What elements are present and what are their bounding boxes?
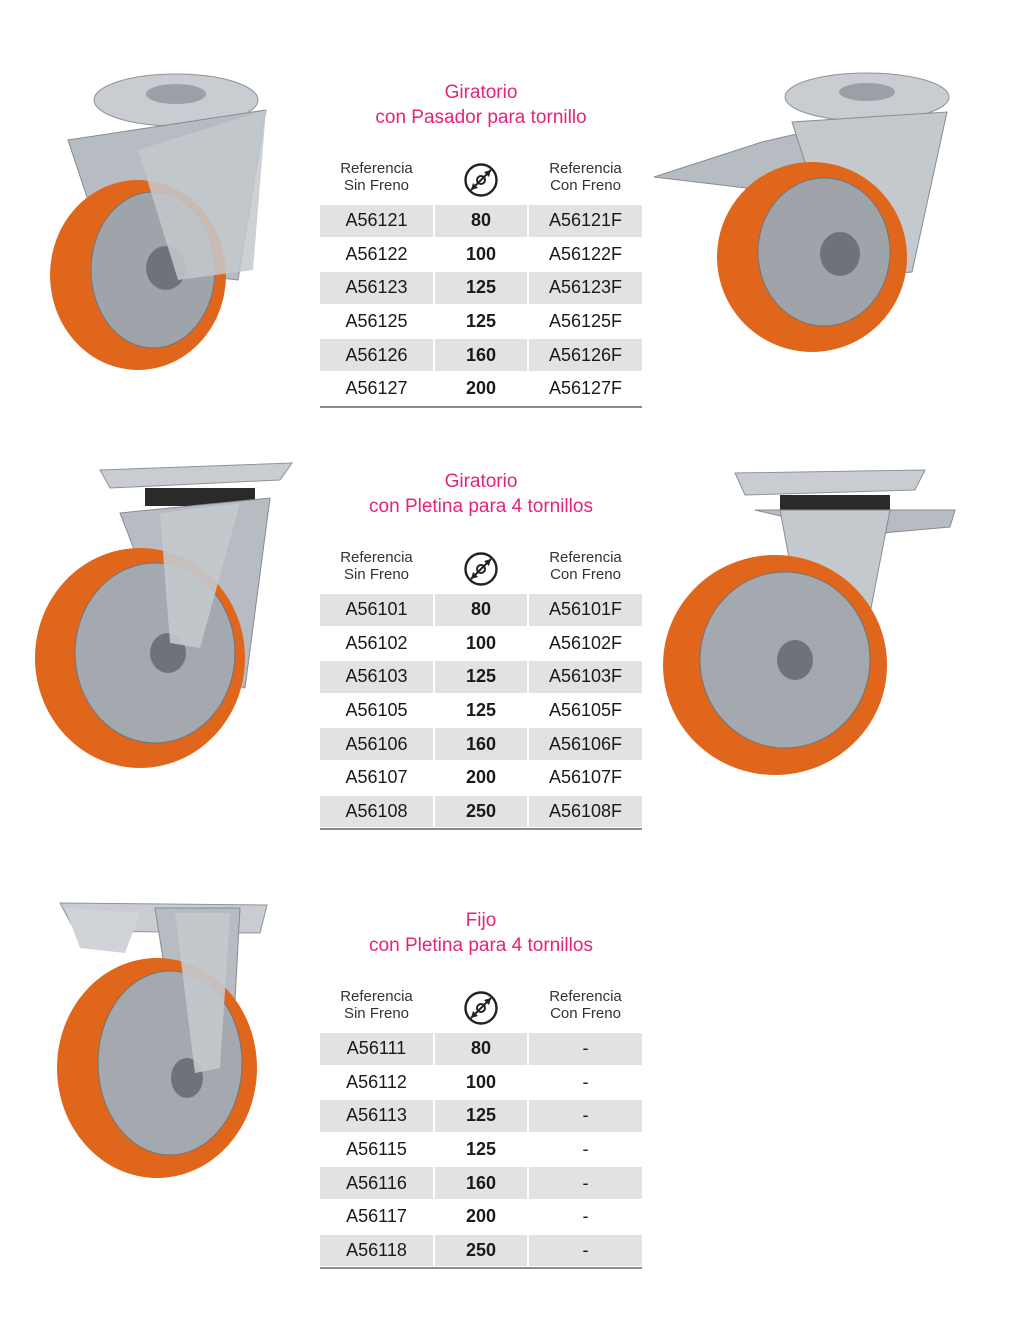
diameter-cell: 125 — [465, 311, 497, 332]
table-row — [320, 1066, 642, 1100]
section-title-line1: Giratorio — [444, 471, 518, 492]
section-title-line1: Giratorio — [444, 82, 518, 103]
diameter-cell: 100 — [465, 243, 497, 264]
diameter-cell: 160 — [435, 339, 527, 371]
diameter-cell: 100 — [465, 632, 497, 653]
table-header — [320, 988, 642, 1028]
header-text: Referencia — [340, 988, 413, 1005]
ref-brake-cell: - — [529, 1100, 642, 1132]
diameter-cell: 250 — [435, 1235, 527, 1267]
diameter-cell: 160 — [435, 728, 527, 760]
ref-brake-cell: A56108F — [529, 796, 642, 828]
ref-cell: A56121 — [320, 205, 433, 237]
wheel-diameter-icon — [435, 990, 527, 1030]
diameter-cell: 80 — [435, 594, 527, 626]
ref-brake-cell: A56101F — [529, 594, 642, 626]
diameter-cell: 125 — [465, 700, 497, 721]
ref-cell: A56103 — [320, 661, 433, 693]
ref-cell: A56125 — [345, 311, 408, 332]
table-bottom-rule — [320, 1267, 642, 1269]
header-text: Referencia — [340, 549, 413, 566]
table-row — [320, 1133, 642, 1167]
ref-cell: A56106 — [320, 728, 433, 760]
ref-brake-cell: A56122F — [548, 243, 623, 264]
ref-brake-cell: A56102F — [548, 632, 623, 653]
ref-brake-cell: - — [582, 1206, 589, 1227]
header-text: Referencia — [549, 988, 622, 1005]
header-text: Sin Freno — [343, 566, 410, 583]
header-text: Con Freno — [550, 566, 621, 583]
ref-cell: A56115 — [346, 1139, 407, 1160]
ref-brake-cell: A56121F — [529, 205, 642, 237]
table-row — [320, 1200, 642, 1234]
ref-cell: A56118 — [320, 1235, 433, 1267]
ref-brake-cell: A56103F — [529, 661, 642, 693]
header-text: Con Freno — [550, 1005, 621, 1022]
table-row — [320, 1234, 642, 1268]
diameter-cell: 125 — [465, 1139, 497, 1160]
table-row — [320, 1099, 642, 1133]
ref-brake-cell: A56123F — [529, 272, 642, 304]
ref-brake-cell: - — [529, 1167, 642, 1199]
ref-cell: A56122 — [345, 243, 408, 264]
ref-brake-cell: - — [582, 1139, 589, 1160]
header-ref-no-brake — [320, 988, 433, 1022]
ref-cell: A56107 — [345, 767, 408, 788]
header-text: Referencia — [549, 160, 622, 177]
ref-brake-cell: A56127F — [548, 378, 623, 399]
ref-cell: A56108 — [320, 796, 433, 828]
fixed-caster-plate-image — [45, 893, 275, 1178]
diameter-cell: 80 — [435, 205, 527, 237]
ref-cell: A56101 — [320, 594, 433, 626]
ref-cell: A56102 — [345, 632, 408, 653]
ref-cell: A56126 — [320, 339, 433, 371]
ref-brake-cell: A56107F — [548, 767, 623, 788]
diameter-cell: 200 — [465, 767, 497, 788]
section-title-line2: con Pletina para 4 tornillos — [369, 935, 593, 956]
ref-cell: A56112 — [346, 1071, 407, 1092]
diameter-cell: 125 — [435, 1100, 527, 1132]
table-row — [320, 1166, 642, 1200]
ref-brake-cell: A56106F — [529, 728, 642, 760]
section-title — [320, 908, 642, 958]
header-text: Referencia — [549, 549, 622, 566]
header-ref-brake — [529, 988, 642, 1022]
ref-brake-cell: A56105F — [548, 700, 623, 721]
ref-cell: A56117 — [346, 1206, 407, 1227]
ref-cell: A56127 — [345, 378, 408, 399]
diameter-cell: 250 — [435, 796, 527, 828]
ref-cell: A56123 — [320, 272, 433, 304]
ref-brake-cell: - — [529, 1033, 642, 1065]
header-text: Sin Freno — [343, 177, 410, 194]
diameter-cell: 200 — [465, 378, 497, 399]
diameter-cell: 80 — [435, 1033, 527, 1065]
ref-brake-cell: - — [529, 1235, 642, 1267]
ref-cell: A56113 — [320, 1100, 433, 1132]
section-title-line2: con Pasador para tornillo — [375, 107, 587, 128]
table-row — [320, 1032, 642, 1066]
diameter-cell: 125 — [435, 272, 527, 304]
ref-brake-cell: A56125F — [548, 311, 623, 332]
header-text: Con Freno — [550, 177, 621, 194]
product-table — [320, 1032, 642, 1267]
section-title-line2: con Pletina para 4 tornillos — [369, 496, 593, 517]
ref-brake-cell: A56126F — [529, 339, 642, 371]
section-title-line1: Fijo — [465, 910, 497, 931]
ref-brake-cell: - — [582, 1071, 589, 1092]
diameter-cell: 100 — [465, 1071, 497, 1092]
diameter-cell: 125 — [435, 661, 527, 693]
header-text: Sin Freno — [343, 1005, 410, 1022]
diameter-cell: 160 — [435, 1167, 527, 1199]
ref-cell: A56116 — [320, 1167, 433, 1199]
diameter-cell: 200 — [465, 1206, 497, 1227]
ref-cell: A56105 — [345, 700, 408, 721]
ref-cell: A56111 — [320, 1033, 433, 1065]
header-text: Referencia — [340, 160, 413, 177]
